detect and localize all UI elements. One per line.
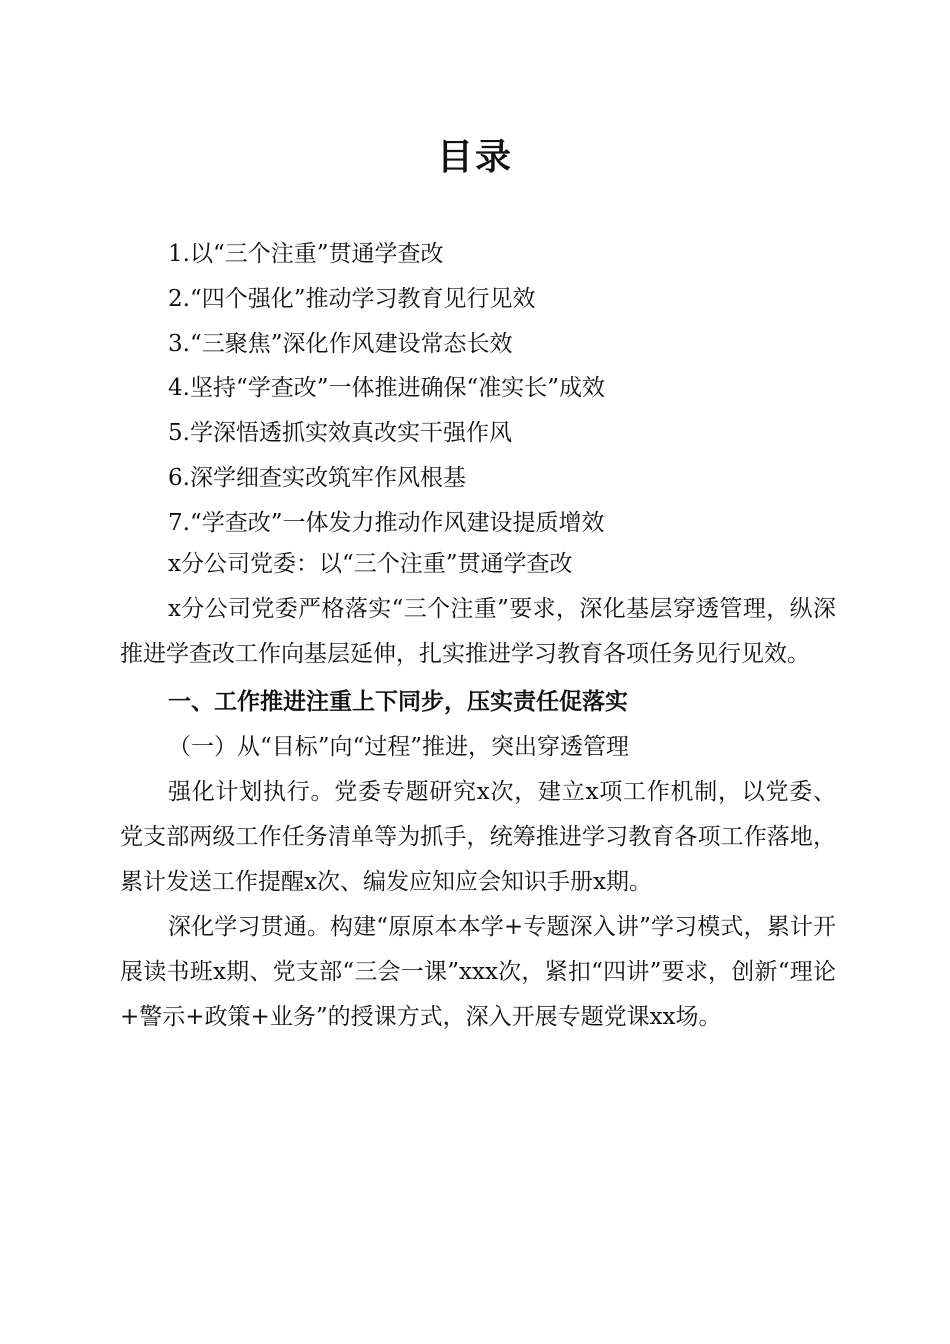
subsection-title: （一）从“目标”向“过程”推进，突出穿透管理 — [168, 734, 630, 760]
toc-item[interactable]: 3.“三聚焦”深化作风建设常态长效 — [168, 330, 513, 357]
page-title: 目录 — [436, 137, 513, 178]
body-paragraph: 强化计划执行。党委专题研究x次，建立x项工作机制，以党委、党支部两级工作任务清单等为抓手，统筹推进学习教育各项工作落地，累计发送工作提醒x次、编发应知应会知识手册x期。 — [120, 779, 836, 895]
toc-item[interactable]: 4.坚持“学查改”一体推进确保“准实长”成效 — [168, 375, 605, 402]
body-paragraph: 深化学习贯通。构建“原原本本学+专题深入讲”学习模式，累计开展读书班x期、党支部“三会一课”xxx次，紧扣“四讲”要求，创新“理论+警示+政策+业务”的授课方式，深入开展专题党课xx场。 — [120, 914, 836, 1030]
article-body — [120, 542, 836, 1040]
toc-item[interactable]: 5.学深悟透抓实效真改实干强作风 — [168, 420, 512, 447]
toc-item[interactable]: 7.“学查改”一体发力推动作风建设提质增效 — [168, 509, 605, 536]
section-title: 一、工作推进注重上下同步，压实责任促落实 — [168, 689, 628, 715]
toc-item[interactable]: 1.以“三个注重”贯通学查改 — [168, 241, 444, 267]
toc-item[interactable]: 6.深学细查实改筑牢作风根基 — [168, 464, 466, 491]
toc-item[interactable]: 2.“四个强化”推动学习教育见行见效 — [168, 285, 536, 312]
intro-paragraph: x分公司党委严格落实“三个注重”要求，深化基层穿透管理，纵深推进学查改工作向基层延伸，扎实推进学习教育各项任务见行见效。 — [120, 596, 836, 667]
article-heading: x分公司党委：以“三个注重”贯通学查改 — [168, 551, 573, 577]
table-of-contents — [168, 232, 605, 546]
